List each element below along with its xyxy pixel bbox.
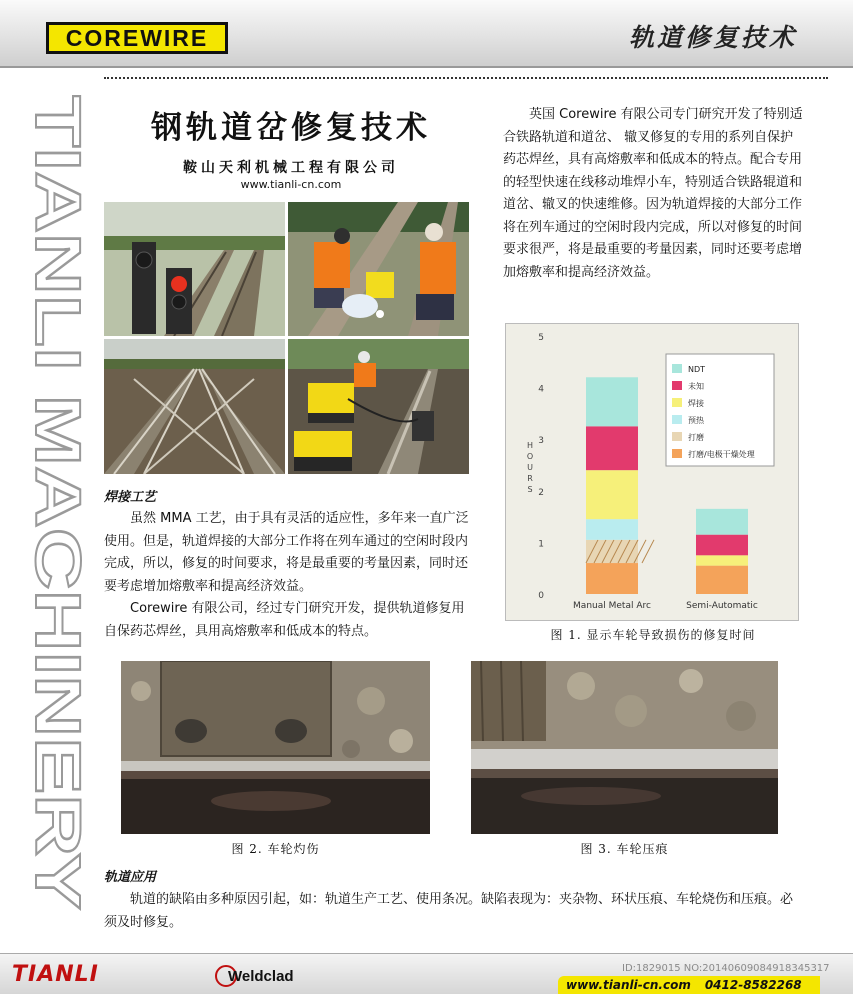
legend-label: 未知 bbox=[688, 382, 704, 391]
article-title: 钢轨道岔修复技术 bbox=[151, 110, 431, 146]
x-category-label: Semi-Automatic bbox=[686, 601, 758, 611]
x-category-label: Manual Metal Arc bbox=[573, 601, 651, 611]
phone-text: 0412-8582268 bbox=[704, 978, 802, 992]
photo-workers-welding bbox=[288, 202, 469, 336]
welding-heading: 焊接工艺 bbox=[104, 490, 157, 505]
legend-swatch bbox=[672, 364, 682, 373]
welding-paragraph-1: 虽然 MMA 工艺，由于具有灵活的适应性，多年来一直广泛使用。但是，轨道焊接的大部分工作将在列车通过的空闲时段内完成，所以，修复的时间要求，将是最重要的考量因素，同时还要考虑增加熔敷率和提高经济效益。 bbox=[104, 511, 469, 594]
bar-segment bbox=[696, 566, 748, 594]
legend-swatch bbox=[672, 415, 682, 424]
y-axis-label-letter: H bbox=[526, 441, 534, 450]
photo-wheel-burn bbox=[121, 661, 430, 834]
legend-label: 焊接 bbox=[688, 399, 704, 408]
track-heading: 轨道应用 bbox=[104, 870, 157, 885]
tianli-brand: TIANLI bbox=[12, 962, 99, 987]
y-axis-label-letter: O bbox=[526, 452, 534, 461]
sidebar-brand-svg bbox=[18, 95, 88, 915]
bar-segment bbox=[586, 426, 638, 470]
photo-signal-tracks bbox=[104, 202, 285, 336]
bar-segment bbox=[696, 555, 748, 565]
repair-time-chart-svg bbox=[506, 324, 798, 620]
sidebar-brand bbox=[18, 95, 88, 915]
photo-wheel-dent bbox=[471, 661, 778, 834]
y-axis-label-letter: U bbox=[527, 463, 533, 472]
figure-2-caption: 图 2. 车轮灼伤 bbox=[231, 842, 320, 856]
legend-label: 打磨/电极干燥处理 bbox=[688, 450, 755, 459]
page-footer bbox=[0, 953, 853, 994]
track-paragraph: 轨道的缺陷由多种原因引起，如：轨道生产工艺、使用条况。缺陷表现为：夹杂物、环状压痕、车轮烧伤和压痕。必须及时修复。 bbox=[104, 892, 794, 930]
y-tick-label: 4 bbox=[538, 384, 544, 395]
page-header bbox=[0, 0, 853, 68]
bar-segment bbox=[696, 535, 748, 556]
legend-label: 预热 bbox=[688, 416, 704, 425]
welding-paragraph-2: Corewire 有限公司，经过专门研究开发，提供轨道修复用自保药芯焊丝，具用高熔敷率和低成本的特点。 bbox=[104, 601, 465, 639]
image-watermark: ID:1829015 NO:20140609084918345317 bbox=[622, 963, 830, 974]
y-tick-label: 2 bbox=[538, 487, 544, 498]
y-tick-label: 5 bbox=[538, 333, 544, 343]
sidebar-vertical-text: TIANLI MACHINERY bbox=[22, 95, 88, 705]
y-tick-label: 1 bbox=[538, 539, 544, 550]
y-axis-label-letter: S bbox=[527, 485, 533, 494]
legend-swatch bbox=[672, 449, 682, 458]
website-text: www.tianli-cn.com bbox=[566, 978, 691, 992]
y-axis-label-letter: R bbox=[527, 474, 533, 483]
bar-segment bbox=[696, 509, 748, 535]
photo-turnout-tracks bbox=[104, 339, 285, 474]
corewire-logo: COREWIRE bbox=[46, 22, 228, 54]
bar-segment bbox=[586, 470, 638, 519]
legend-swatch bbox=[672, 432, 682, 441]
bar-segment bbox=[586, 519, 638, 540]
bar-segment bbox=[586, 377, 638, 426]
company-name: 鞍山天利机械工程有限公司 bbox=[183, 160, 399, 176]
company-url: www.tianli-cn.com bbox=[240, 178, 342, 191]
legend-swatch bbox=[672, 381, 682, 390]
y-tick-label: 0 bbox=[538, 591, 544, 601]
legend-label: 打磨 bbox=[688, 433, 704, 442]
contact-bar bbox=[558, 976, 820, 994]
legend-swatch bbox=[672, 398, 682, 407]
figure-3-caption: 图 3. 车轮压痕 bbox=[580, 842, 669, 856]
dotted-divider bbox=[104, 77, 828, 79]
photo-collage bbox=[104, 202, 469, 474]
welding-text bbox=[104, 508, 472, 643]
weldclad-brand: Weldclad bbox=[228, 968, 294, 985]
legend-label: NDT bbox=[688, 365, 706, 374]
repair-time-chart bbox=[505, 323, 799, 621]
section-title: 轨道修复技术 bbox=[628, 23, 797, 52]
figure-1-caption: 图 1. 显示车轮导致损伤的修复时间 bbox=[550, 628, 756, 642]
photo-welding-machine bbox=[288, 339, 469, 474]
bar-segment bbox=[586, 563, 638, 594]
intro-paragraph: 英国 Corewire 有限公司专门研究开发了特别适合铁路轨道和道岔、 辙叉修复的专用的系列自保护药芯焊丝，具有高熔敷率和低成本的特点。配合专用的轻型快速在线移动堆焊小车，特别适合铁路辊道和道岔、辙叉的快速维修。因为轨道焊接的大部分工作将在列车通过的空闲时段内完成，所以对修复的时间要求很严，将是最重要的考量因素，同时还要考虑增加熔敷率和提高经济效益。 bbox=[503, 107, 803, 280]
y-tick-label: 3 bbox=[538, 436, 544, 447]
